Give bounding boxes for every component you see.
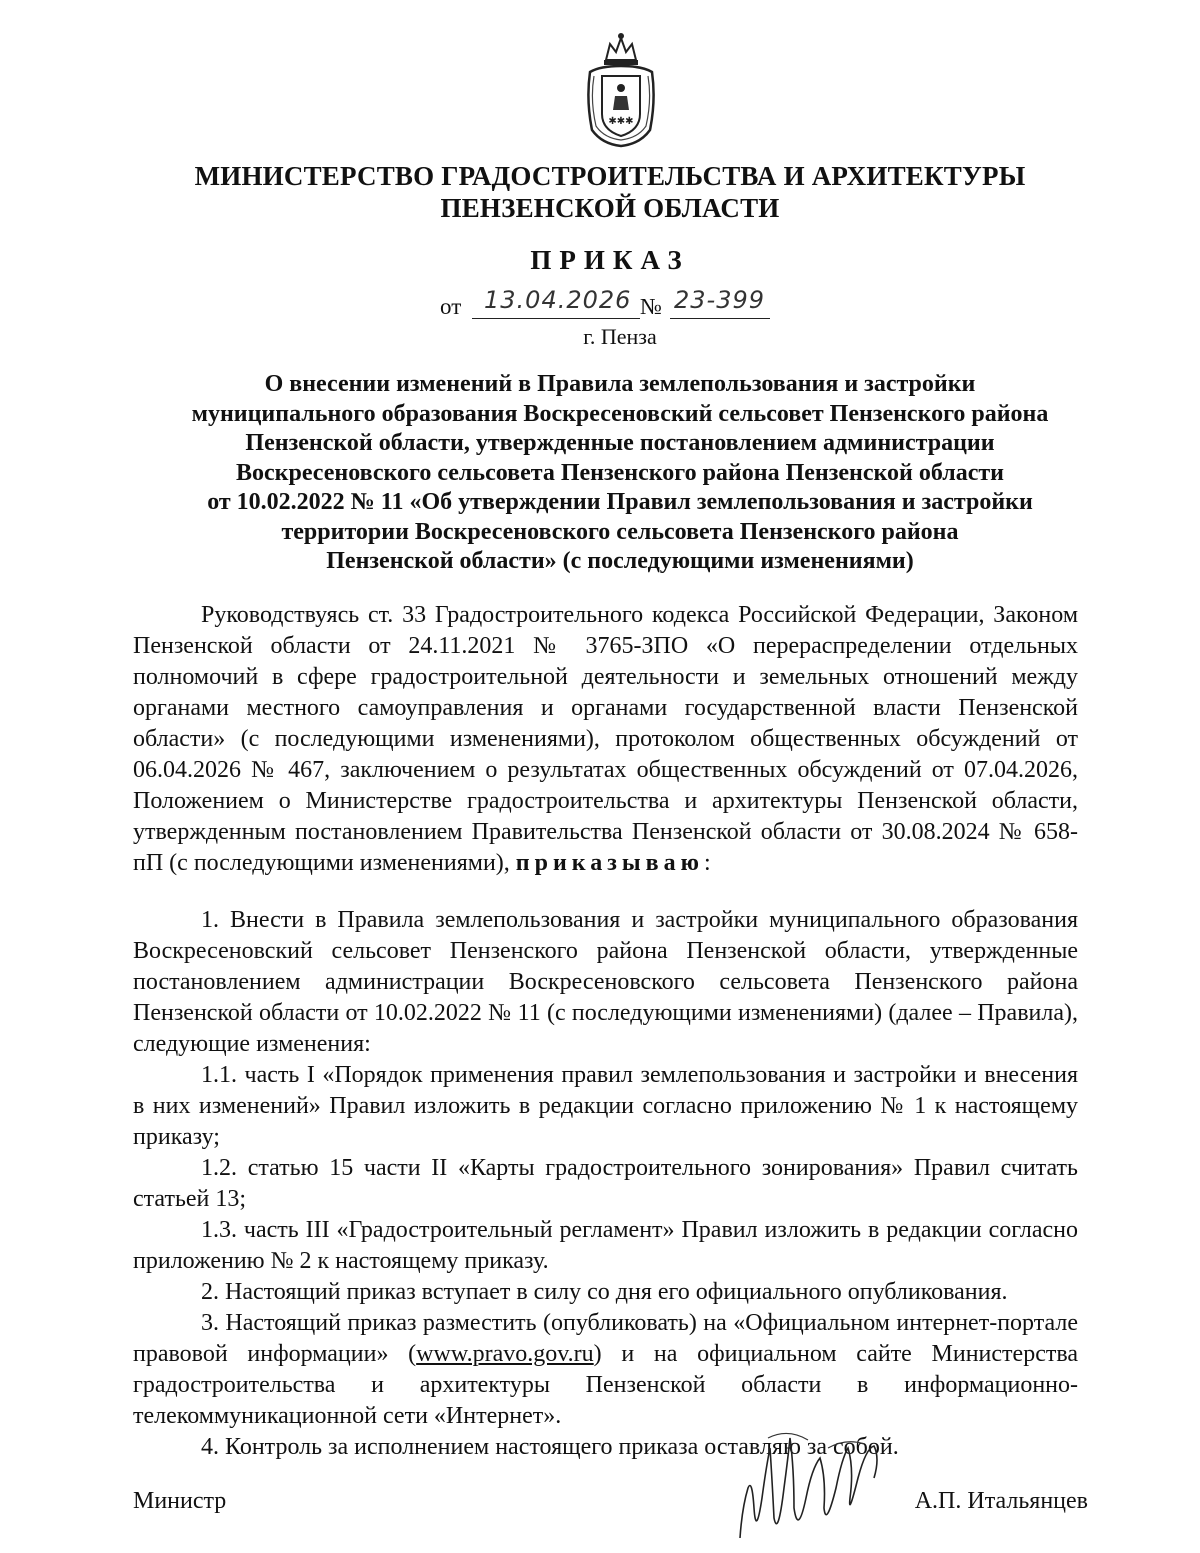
title-line: от 10.02.2022 № 11 «Об утверждении Правил землепользования и застройки [207,489,1033,515]
pravo-link[interactable]: www.pravo.gov.ru [416,1341,594,1367]
item-3-text-b: ) и на официальном сайте Министерства градостроительства и архитектуры Пензенской области в информационно-телекоммуникационной сети «Интернет». [133,1341,1079,1429]
item-1-3: 1.3. часть III «Градостроительный регламент» Правил изложить в редакции согласно приложению № 2 к настоящему приказу. [133,1217,1078,1274]
svg-text:✱✱✱: ✱✱✱ [608,116,634,127]
number-sign: № [640,294,662,319]
date-number-line [440,288,840,324]
item-4: 4. Контроль за исполнением настоящего приказа оставляю за собой. [201,1434,899,1460]
coat-of-arms-emblem [582,30,660,150]
preamble-paragraph [133,600,1078,879]
number-underline [670,288,770,319]
from-label: от [440,294,462,319]
item-3-text-a: 3. Настоящий приказ разместить (опубликовать) на «Официальном интернет-портале правовой информации» ( [133,1310,1078,1367]
handwritten-number: 23-399 [674,286,766,314]
preamble-text: Руководствуясь ст. 33 Градостроительного кодекса Российской Федерации, Законом Пензенской области от 24.11.2021 № 3765-ЗПО «О перераспределении отдельных полномочий в сфере градостроительной деятельности и земельных отношений между органами местного самоуправления и органами государственной власти Пензенской области» (с последующими изменениями), протоколом общественных обсуждений от 06.04.2026 № 467, заключением о результатах общественных обсуждений от 07.04.2026, Положением о Министерстве градостроительства и архитектуры Пензенской области, утвержденным постановлением Правительства Пензенской области от 30.08.2024 № 658-пП (с последующими изменениями), [133,602,1078,876]
item-2: 2. Настоящий приказ вступает в силу со дня его официального опубликования. [201,1279,1008,1305]
item-1-1: 1.1. часть I «Порядок применения правил землепользования и застройки и внесения в них изменений» Правил изложить в редакции согласно приложению № 1 к настоящему приказу; [133,1062,1078,1150]
title-line: территории Воскресеновского сельсовета Пензенского района [281,518,959,545]
order-word: приказываю [515,850,704,876]
signatory-role: Министр [133,1488,227,1514]
document-type: ПРИКАЗ [530,245,690,275]
date-underline [472,288,640,319]
item-1: 1. Внести в Правила землепользования и застройки муниципального образования Воскресеновский сельсовет Пензенского района Пензенской области, утвержденные постановлением администрации Воскресеновского сельсовета Пензенского района Пензенской области от 10.02.2022 № 11 (с последующими изменениями) (далее – Правила), следующие изменения: [133,907,1078,1057]
handwritten-date: 13.04.2026 [484,286,632,314]
ministry-name [100,160,1120,224]
order-body [133,600,1078,1463]
order-colon: : [703,850,711,876]
signatory-name: А.П. Итальянцев [914,1488,1088,1514]
signature-block [133,1488,1088,1528]
title-line: муниципального образования Воскресеновский сельсовет Пензенского района [191,400,1049,427]
title-line: Пензенской области, утвержденные постановлением администрации [245,430,995,456]
order-title [120,370,1120,577]
item-3 [133,1308,1078,1432]
ministry-name-line2: ПЕНЗЕНСКОЙ ОБЛАСТИ [440,193,780,223]
ministry-name-line1: МИНИСТЕРСТВО ГРАДОСТРОИТЕЛЬСТВА И АРХИТЕКТУРЫ [194,161,1026,191]
title-line: Воскресеновского сельсовета Пензенского района Пензенской области [236,459,1004,486]
handwritten-signature [728,1418,898,1548]
city-label: г. Пенза [583,324,657,349]
item-1-2: 1.2. статью 15 части II «Карты градостроительного зонирования» Правил считать статьей 13; [133,1155,1078,1212]
title-line: Пензенской области» (с последующими изменениями) [326,548,914,574]
title-line: О внесении изменений в Правила землепользования и застройки [264,371,976,397]
